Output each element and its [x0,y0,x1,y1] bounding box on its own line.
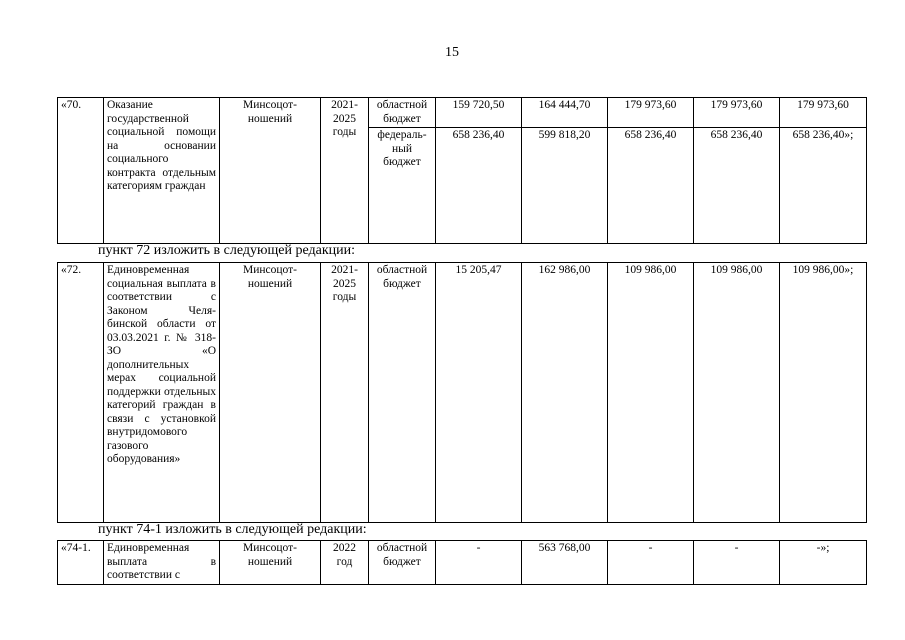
instruction-text: пункт 74-1 изложить в следующей редакции: [98,522,367,537]
row-number: «70. [58,98,104,244]
value-cell: 658 236,40»; [780,128,867,244]
value-cell: 15 205,47 [436,263,522,523]
value-cell: 179 973,60 [780,98,867,128]
page-number: 15 [445,45,459,60]
executor: Минсоцот-ношений [220,263,321,523]
value-cell: - [694,541,780,585]
instruction-text: пункт 72 изложить в следующей редакции: [98,243,355,258]
value-cell: 658 236,40 [694,128,780,244]
row-number: «74-1. [58,541,104,585]
value-cell: 162 986,00 [522,263,608,523]
table-row-70 [57,97,867,244]
executor: Минсоцот-ношений [220,98,321,244]
value-cell: 109 986,00 [608,263,694,523]
years: 2021-2025 годы [321,98,369,244]
value-cell: - [608,541,694,585]
measure-name: Единовременная выплата в соответствии с [104,541,220,585]
funding-source: федераль-ный бюджет [369,128,436,244]
funding-source: областной бюджет [369,541,436,585]
funding-source: областной бюджет [369,98,436,128]
value-cell: 109 986,00»; [780,263,867,523]
value-cell: 164 444,70 [522,98,608,128]
row-number: «72. [58,263,104,523]
value-cell: 658 236,40 [436,128,522,244]
value-cell: 179 973,60 [608,98,694,128]
value-cell: 563 768,00 [522,541,608,585]
value-cell: 159 720,50 [436,98,522,128]
value-cell: 658 236,40 [608,128,694,244]
table-row-74-1 [57,540,867,585]
value-cell: -»; [780,541,867,585]
table-row-72 [57,262,867,523]
measure-name: Единовременная социальная выплата в соответствии с Законом Челя-бинской области от 03.03.2021 г. № 318-ЗО «О дополнительных мерах социальной поддержки отдельных категорий граждан в связи с установкой внутридомового газового оборудования» [104,263,220,523]
value-cell: 109 986,00 [694,263,780,523]
value-cell: - [436,541,522,585]
years: 2022 год [321,541,369,585]
years: 2021-2025 годы [321,263,369,523]
value-cell: 179 973,60 [694,98,780,128]
value-cell: 599 818,20 [522,128,608,244]
measure-name: Оказание государственной социальной помощи на основании социального контракта отдельным категориям граждан [104,98,220,244]
funding-source: областной бюджет [369,263,436,523]
executor: Минсоцот-ношений [220,541,321,585]
